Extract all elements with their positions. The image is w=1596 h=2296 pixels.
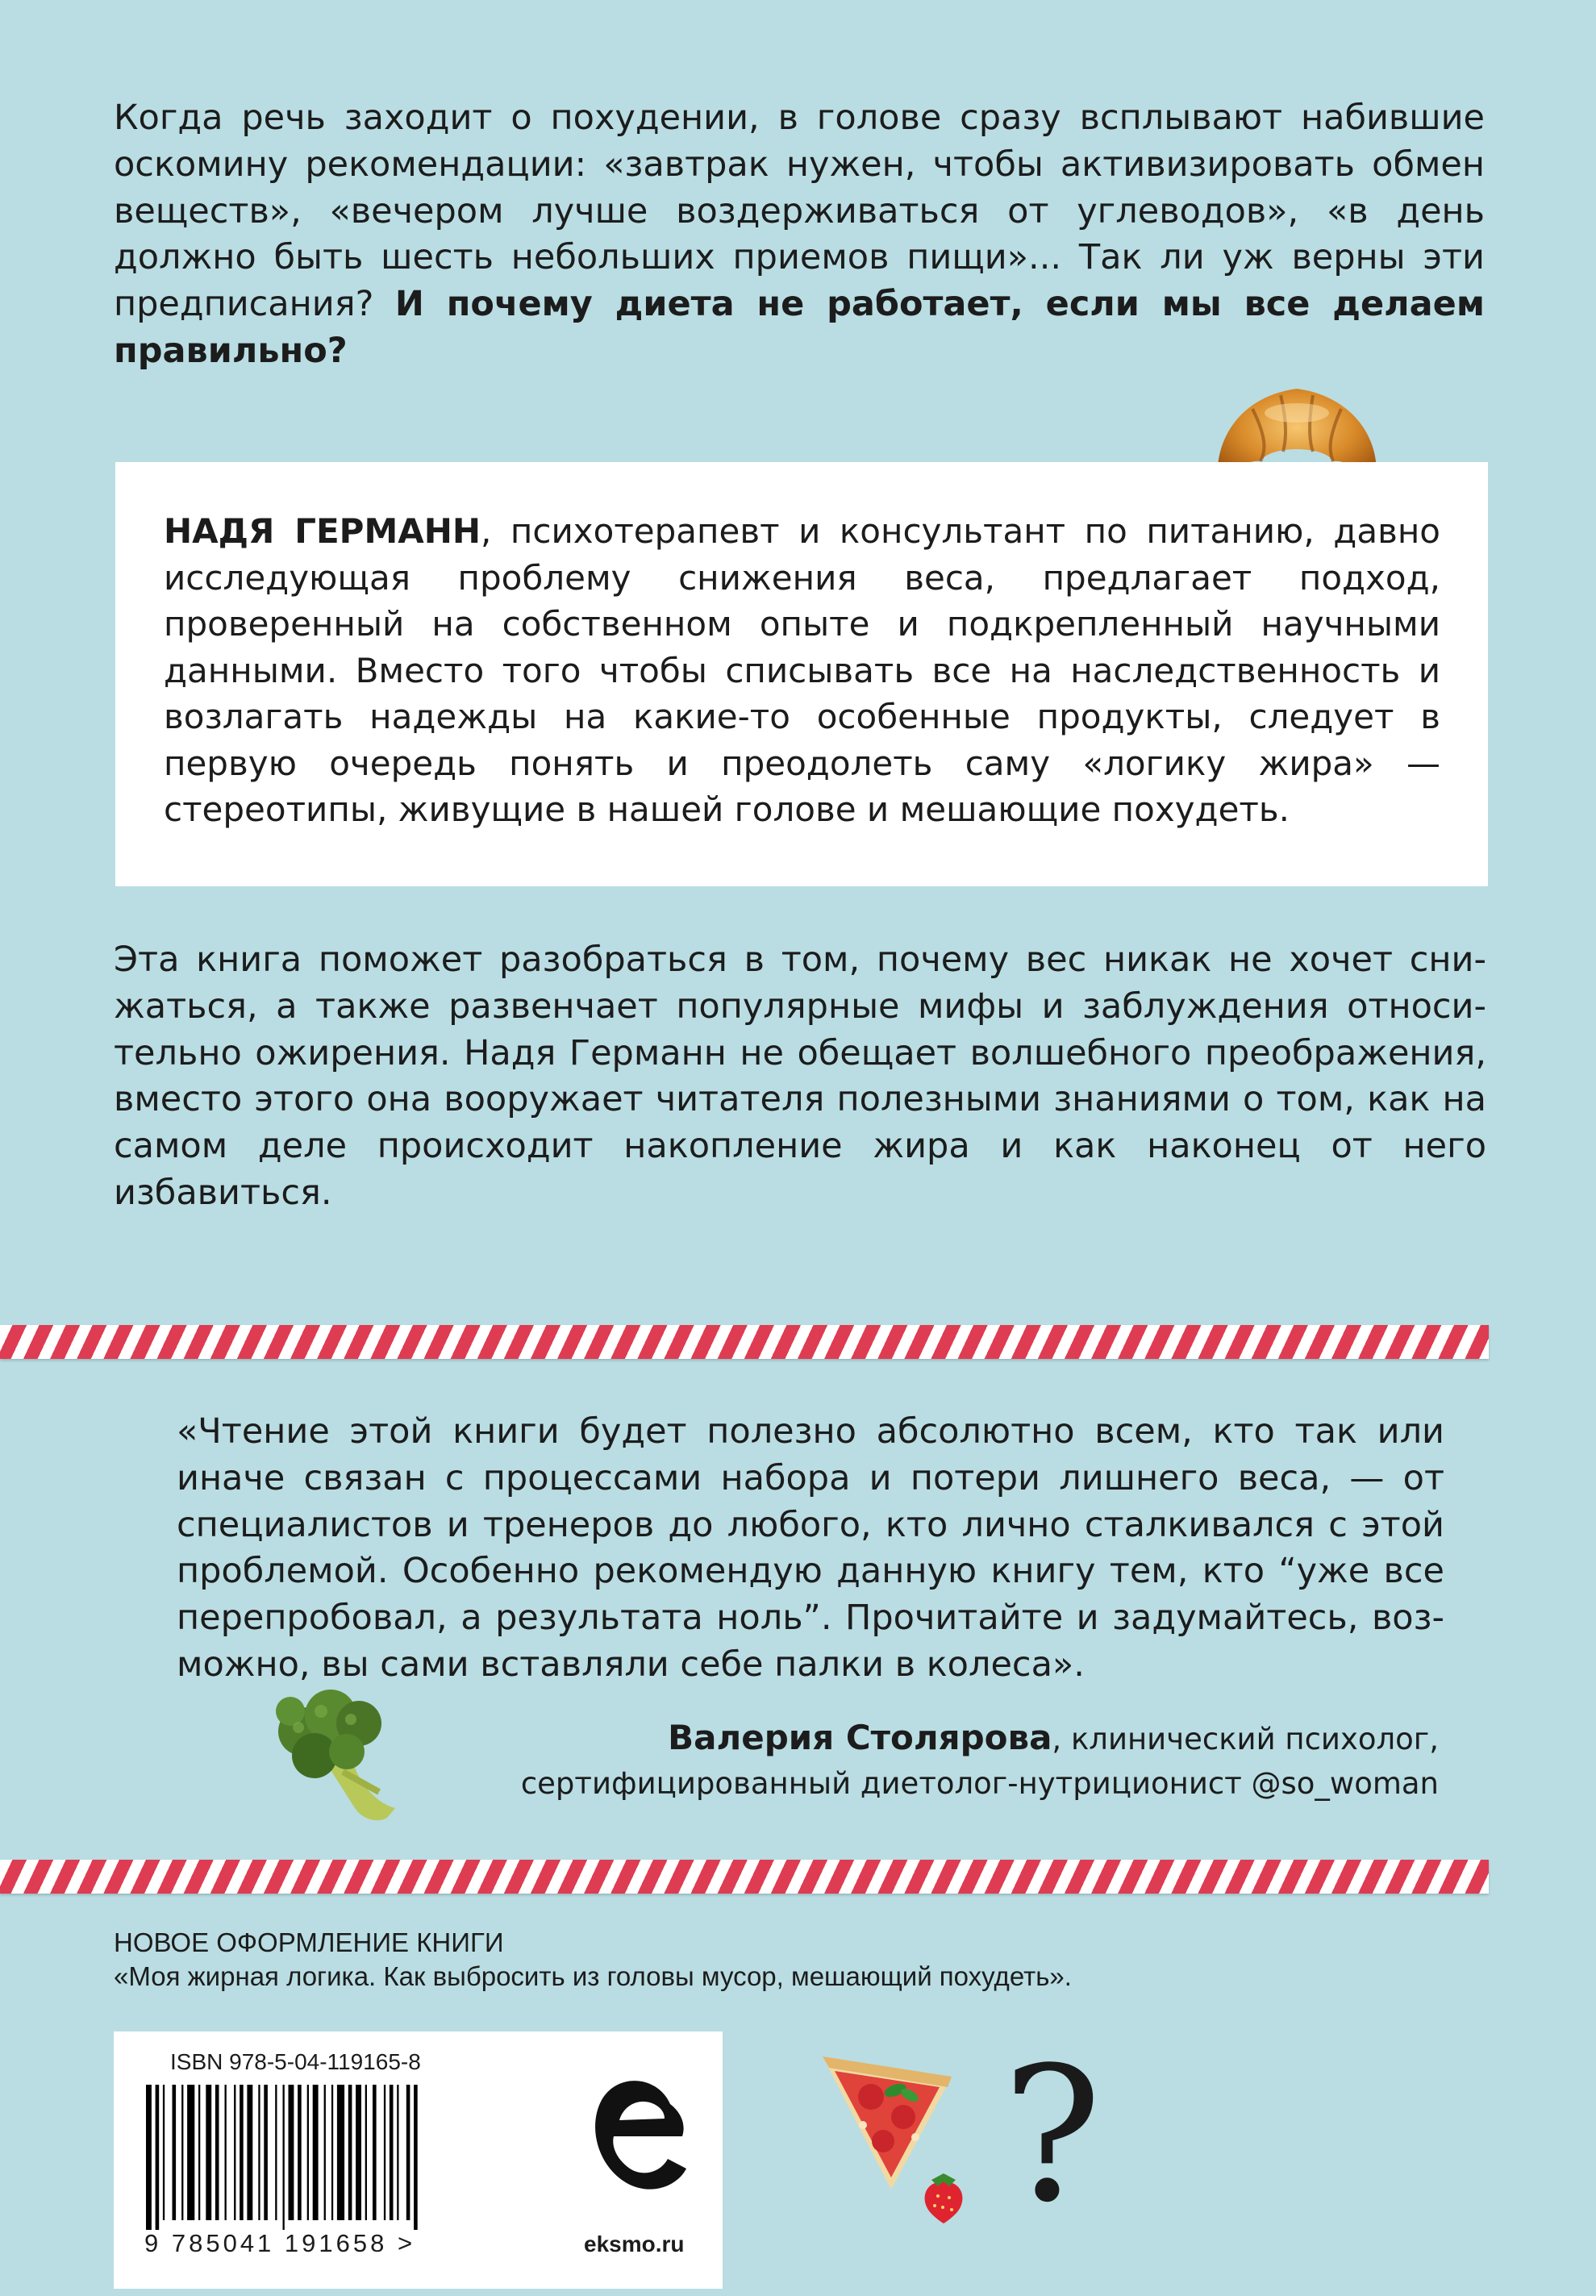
barcode-bar bbox=[156, 2085, 160, 2230]
signature-role: , клинический психолог, bbox=[1052, 1722, 1439, 1756]
author-name: НАДЯ ГЕРМАНН bbox=[164, 511, 481, 551]
broccoli-image bbox=[266, 1687, 419, 1832]
intro-paragraph bbox=[114, 95, 1485, 375]
barcode-bar bbox=[240, 2085, 244, 2220]
barcode-bar bbox=[397, 2085, 398, 2220]
barcode-bar bbox=[198, 2085, 200, 2220]
review-quote: «Чтение этой книги будет полезно абсолютно всем, кто так или иначе связан с процессами набора и потери лишнего веса, — от специалистов и тренеров до любого, кто лично сталкивался с этой проблемой. Особенно рекомендую данную книгу тем, кто “уже все перепробовал, а результата ноль”. Прочитайте и задумайтесь, возможно, вы сами вставляли себе палки в колеса». bbox=[177, 1411, 1444, 1685]
signature-line-1 bbox=[471, 1717, 1439, 1761]
signature-name: Валерия Столярова bbox=[668, 1718, 1052, 1757]
barcode-bar bbox=[146, 2085, 152, 2230]
caption-heading: НОВОЕ ОФОРМЛЕНИЕ КНИГИ bbox=[114, 1927, 504, 1957]
strawberry-image bbox=[915, 2165, 972, 2226]
author-text: , психотерапевт и консультант по питанию, давно исследующая проблему снижения веса, предлагает подход, проверенный на собственном опыте и подкрепленный научными данными. Вместо того чтобы списывать все на наследственность и возлагать надежды на какие-то особенные продукты, следует в первую очередь понять и преодолеть саму «логику жира» — стереотипы, живущие в нашей голове и мешающие похудеть. bbox=[164, 511, 1440, 829]
barcode-bar bbox=[247, 2085, 252, 2220]
barcode-bar bbox=[313, 2085, 319, 2220]
publisher-site: eksmo.ru bbox=[584, 2231, 685, 2256]
isbn-label: ISBN 978-5-04-119165-8 bbox=[170, 2049, 421, 2074]
barcode-bar bbox=[390, 2085, 394, 2220]
barcode-bar bbox=[173, 2085, 177, 2220]
intro-text: Когда речь заходит о похудении, в голове сразу всплывают набившие оскомину рекомендации: «завтрак нужен, чтобы активизировать обмен веществ», «вечером лучше воздерживаться от углеводов», «в день должно быть шесть небольших приемов пищи»... Так ли уж верны эти предписания? bbox=[114, 98, 1485, 325]
barcode-bar bbox=[307, 2085, 309, 2220]
signature-line-2: сертифицированный диетолог-нутриционист @so_woman bbox=[520, 1766, 1439, 1801]
barcode-bar bbox=[206, 2085, 211, 2220]
author-info-box bbox=[115, 462, 1488, 886]
barcode-bar bbox=[324, 2085, 326, 2220]
barcode-bar bbox=[264, 2085, 268, 2220]
barcode-bar bbox=[365, 2085, 367, 2220]
barcode-bar bbox=[163, 2085, 165, 2220]
barcode-bar bbox=[298, 2085, 302, 2220]
question-mark: ? bbox=[1002, 2028, 1102, 2244]
barcode-bar bbox=[283, 2085, 285, 2230]
publisher-logo bbox=[577, 2048, 698, 2281]
author-paragraph bbox=[164, 508, 1440, 833]
book-description: Эта книга поможет разобраться в том, почему вес никак не хочет снижаться, а также развенчает популярные мифы и заблуждения относительно ожирения. Надя Германн не обещает волшебного преображения, вместо этого она вооружает читателя полезными знаниями о том, как на самом деле происходит накопление жира и как наконец от него избавиться. bbox=[114, 940, 1486, 1213]
eksmo-logo-icon bbox=[577, 2056, 698, 2225]
barcode-box bbox=[114, 2031, 723, 2289]
barcode-bars bbox=[146, 2085, 509, 2230]
barcode-bar bbox=[234, 2085, 235, 2220]
barcode-bar bbox=[275, 2085, 277, 2220]
barcode-bar bbox=[187, 2085, 194, 2220]
barcode-bar bbox=[348, 2085, 352, 2220]
barcode-bar bbox=[289, 2085, 294, 2220]
barcode-digits: 9 785041 191658 > bbox=[144, 2229, 416, 2257]
candy-stripe-bottom bbox=[0, 1860, 1489, 1894]
barcode-bar bbox=[373, 2085, 377, 2220]
barcode-bar bbox=[384, 2085, 385, 2220]
barcode-bar bbox=[414, 2085, 418, 2230]
barcode-bar bbox=[356, 2085, 361, 2220]
candy-stripe-top bbox=[0, 1325, 1489, 1359]
barcode-bar bbox=[331, 2085, 333, 2220]
barcode-bar bbox=[181, 2085, 183, 2220]
caption-title: «Моя жирная логика. Как выбросить из головы мусор, мешающий похудеть». bbox=[114, 1961, 1072, 1991]
barcode-bar bbox=[215, 2085, 219, 2220]
barcode-bar bbox=[406, 2085, 410, 2220]
intro-bold-question: И почему диета не работает, если мы все делаем правильно? bbox=[114, 284, 1485, 371]
barcode-bar bbox=[258, 2085, 260, 2220]
barcode-bar bbox=[225, 2085, 227, 2220]
barcode-bar bbox=[337, 2085, 344, 2220]
